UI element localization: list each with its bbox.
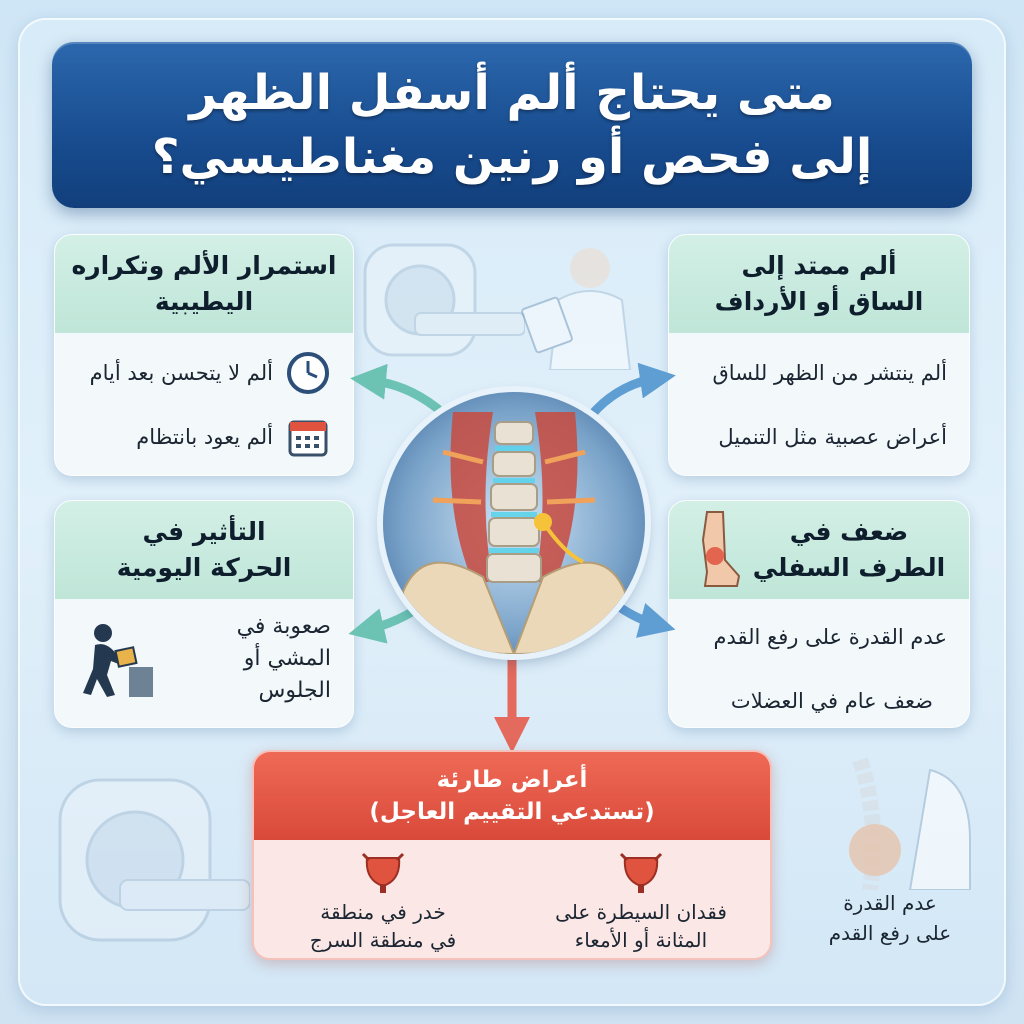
list-item-text: ألم لا يتحسن بعد أيام [89, 361, 273, 385]
side-caption-line1: عدم القدرة [843, 891, 937, 915]
card-heading-line2: الساق أو الأرداف [714, 287, 924, 316]
card-heading-line1: ألم ممتد إلى [741, 251, 897, 280]
list-item-line2: في منطقة السرج [309, 928, 457, 952]
urgent-heading [254, 752, 770, 840]
bladder-icon [273, 850, 493, 894]
list-item-text: أعراض عصبية مثل التنميل [718, 425, 947, 449]
side-caption-line2: على رفع القدم [828, 921, 952, 945]
urgent-symptoms-box [252, 750, 772, 960]
card-heading-line2: الحركة اليومية [116, 553, 292, 582]
spine-illustration [383, 392, 645, 654]
list-item-line2: المثانة أو الأمعاء [574, 928, 708, 952]
card-heading-line1: ضعف في [789, 517, 909, 546]
bladder-icon [531, 850, 751, 894]
list-item-text: ألم ينتشر من الظهر للساق [712, 361, 947, 385]
urgent-items [254, 840, 770, 954]
list-item-text: عدم القدرة على رفع القدم [713, 625, 947, 649]
card-heading-line2: الطرف السفلي [752, 553, 946, 582]
side-caption [790, 888, 990, 948]
list-item-text: ألم يعود بانتظام [136, 425, 273, 449]
urgent-heading-line2: (تستدعي التقييم العاجل) [369, 799, 655, 825]
list-item-line2: المشي أو الجلوس [243, 646, 331, 703]
list-item [273, 850, 493, 954]
page-title-line1: متى يحتاج ألم أسفل الظهر [189, 65, 835, 121]
list-item [531, 850, 751, 954]
card-heading-line2: اليطيبية [154, 287, 254, 316]
urgent-heading-line1: أعراض طارئة [436, 767, 588, 793]
list-item-line1: صعوبة في [236, 614, 331, 639]
page-title-line2: إلى فحص أو رنين مغناطيسي؟ [151, 129, 873, 185]
list-item-text: ضعف عام في العضلات [730, 689, 933, 713]
lumbar-spine-icon [383, 392, 645, 654]
card-heading-line1: التأثير في [142, 517, 266, 546]
list-item-line1: خدر في منطقة [320, 900, 446, 924]
card-heading-line1: استمرار الألم وتكراره [71, 251, 337, 280]
list-item-line1: فقدان السيطرة على [555, 900, 727, 924]
